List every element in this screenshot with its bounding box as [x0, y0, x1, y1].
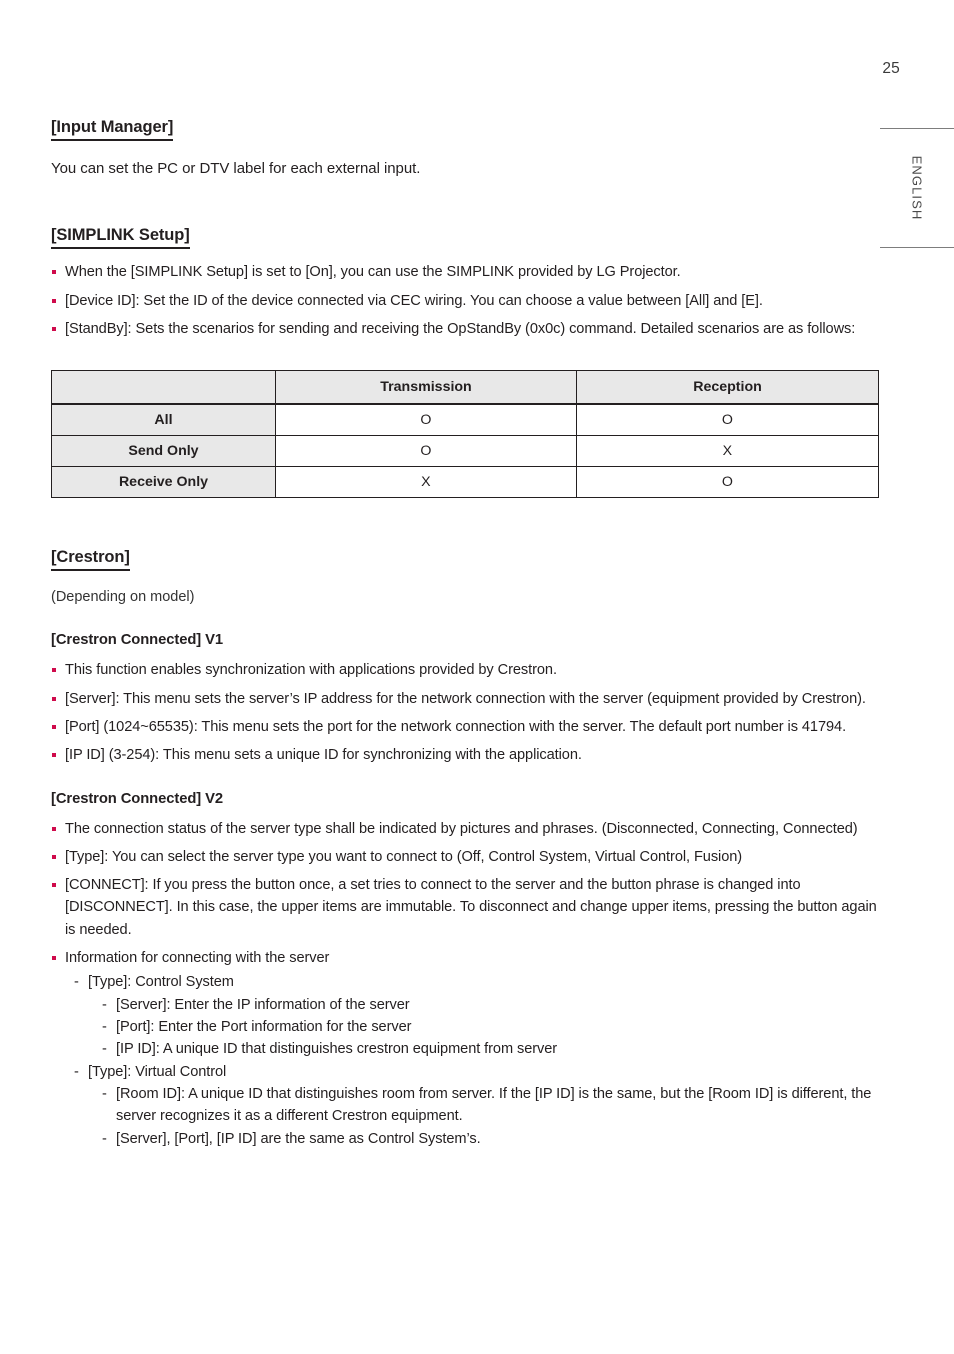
table-row: [52, 467, 879, 498]
list-item-server-info: [51, 947, 878, 1150]
table-cell-transmission: O: [276, 436, 577, 467]
language-tab: [880, 128, 954, 248]
table-row: [52, 404, 879, 436]
crestron-v2-heading: [Crestron Connected] V2: [51, 790, 223, 807]
table-row: [52, 436, 879, 467]
table-cell-reception: O: [577, 467, 879, 498]
list-item: [Device ID]: Set the ID of the device connected via CEC wiring. You can choose a value between [All] and [E].: [51, 290, 878, 312]
standby-scenarios-table: [51, 370, 879, 498]
table-header-reception: Reception: [577, 371, 879, 405]
page-number: 25: [882, 60, 900, 77]
crestron-note: (Depending on model): [51, 589, 195, 606]
table-cell-transmission: O: [276, 404, 577, 436]
server-info-group-items: [88, 1083, 878, 1150]
server-info-groups: [65, 971, 878, 1150]
server-info-group-label: - [Type]: Control System: [88, 974, 234, 990]
page-content: [51, 118, 878, 1150]
simplink-heading: [SIMPLINK Setup]: [51, 226, 190, 249]
list-item: [Type]: You can select the server type you want to connect to (Off, Control System, Virtual Control, Fusion): [51, 846, 878, 868]
crestron-v2-bullet-list: [51, 818, 878, 1151]
list-item: This function enables synchronization with applications provided by Crestron.: [51, 659, 878, 681]
crestron-heading: [Crestron]: [51, 548, 130, 571]
table-cell-reception: O: [577, 404, 879, 436]
table-header-row: [52, 371, 879, 405]
table-row-label: Receive Only: [52, 467, 276, 498]
server-info-group-items: [88, 994, 878, 1061]
list-item: - [Port]: Enter the Port information for the server: [102, 1016, 878, 1038]
list-item: The connection status of the server type shall be indicated by pictures and phrases. (Disconnected, Connecting, Connected): [51, 818, 878, 840]
list-item: [CONNECT]: If you press the button once, a set tries to connect to the server and the button phrase is changed into [DISCONNECT]. In this case, the upper items are immutable. To disconnect and change upper items, pressing the button again is needed.: [51, 874, 878, 941]
list-item: - [Server]: Enter the IP information of the server: [102, 994, 878, 1016]
crestron-v1-heading: [Crestron Connected] V1: [51, 632, 223, 649]
server-info-group: [74, 1061, 878, 1150]
list-item: [IP ID] (3-254): This menu sets a unique ID for synchronizing with the application.: [51, 744, 878, 766]
language-tab-rule-top: [880, 128, 954, 129]
server-info-group-label: - [Type]: Virtual Control: [88, 1064, 226, 1080]
input-manager-heading: [Input Manager]: [51, 118, 173, 141]
list-item: - [IP ID]: A unique ID that distinguishes crestron equipment from server: [102, 1038, 878, 1060]
server-info-group: [74, 971, 878, 1060]
simplink-bullet-list: [51, 261, 878, 340]
crestron-v1-bullet-list: [51, 659, 878, 766]
table-header-corner: [52, 371, 276, 405]
table-header-transmission: Transmission: [276, 371, 577, 405]
table-row-label: All: [52, 404, 276, 436]
list-item: When the [SIMPLINK Setup] is set to [On], you can use the SIMPLINK provided by LG Projector.: [51, 261, 878, 283]
table-cell-transmission: X: [276, 467, 577, 498]
crestron-section: [51, 548, 878, 571]
server-info-lead: Information for connecting with the server: [65, 950, 330, 967]
input-manager-section: [51, 118, 878, 141]
table-cell-reception: X: [577, 436, 879, 467]
list-item: [StandBy]: Sets the scenarios for sending and receiving the OpStandBy (0x0c) command. Detailed scenarios are as follows:: [51, 318, 878, 340]
list-item: - [Server], [Port], [IP ID] are the same as Control System’s.: [102, 1128, 878, 1150]
input-manager-body: You can set the PC or DTV label for each external input.: [51, 160, 421, 177]
simplink-section: [51, 226, 878, 249]
language-tab-label: ENGLISH: [909, 155, 925, 221]
language-tab-rule-bottom: [880, 247, 954, 248]
table-row-label: Send Only: [52, 436, 276, 467]
list-item: - [Room ID]: A unique ID that distinguishes room from server. If the [IP ID] is the same, but the [Room ID] is different, the server recognizes it as a different Crestron equipment.: [102, 1083, 878, 1128]
list-item: [Server]: This menu sets the server’s IP address for the network connection with the server (equipment provided by Crestron).: [51, 688, 878, 710]
list-item: [Port] (1024~65535): This menu sets the port for the network connection with the server. The default port number is 41794.: [51, 716, 878, 738]
